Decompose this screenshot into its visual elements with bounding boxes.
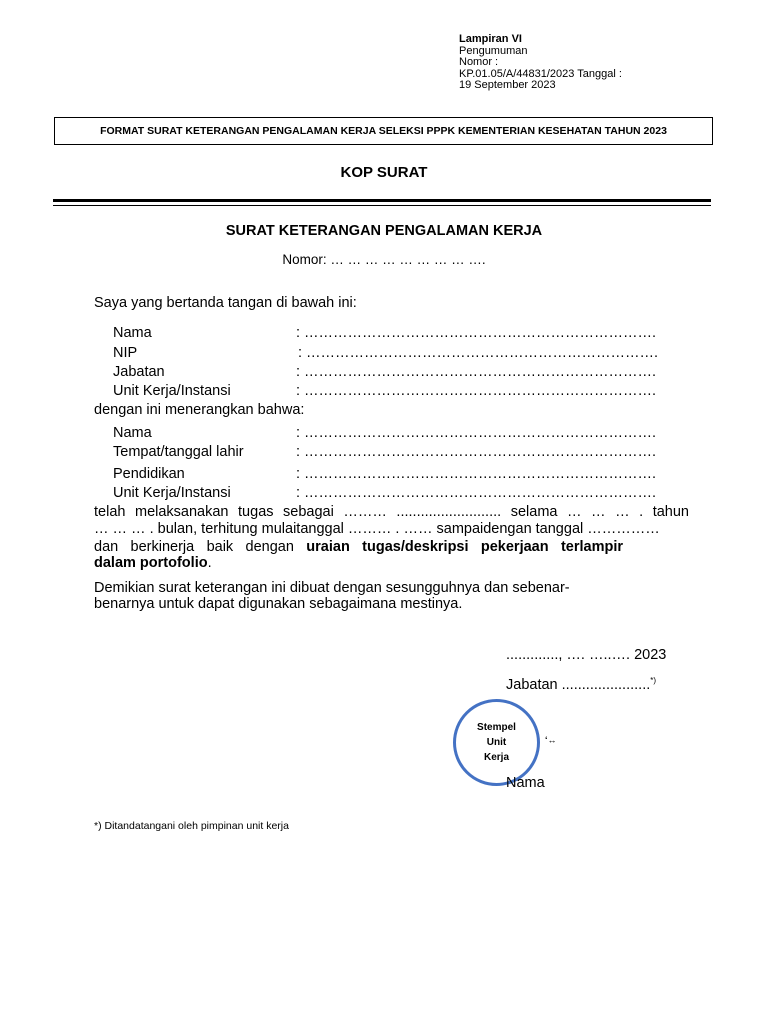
subject-name-field: : ………………………………………………………………. <box>296 425 657 441</box>
closing-line2: benarnya untuk dapat digunakan sebagaimana mestinya. <box>94 596 463 612</box>
signer-name-field: : ………………………………………………………………. <box>296 325 657 341</box>
number-label: Nomor : <box>459 56 499 68</box>
signer-nip-field: : ………………………………………………………………. <box>298 345 659 361</box>
letter-number: Nomor: … … … … … … … … …. <box>282 252 486 267</box>
portfolio-text: dalam portofolio <box>94 555 208 571</box>
letterhead-placeholder: KOP SURAT <box>340 164 428 181</box>
reference-number: KP.01.05/A/44831/2023 Tanggal : <box>459 67 622 80</box>
signer-unit-field: : ………………………………………………………………. <box>296 383 657 399</box>
reference-date: 19 September 2023 <box>459 79 556 91</box>
footnote-marker: *) <box>650 676 657 685</box>
letterhead-divider-thin <box>53 205 711 206</box>
signer-name-line: Nama <box>506 775 545 791</box>
signer-position-field: : ………………………………………………………………. <box>296 364 657 380</box>
footnote-text: *) Ditandatangani oleh pimpinan unit kerja <box>94 820 289 832</box>
subject-unit-label: Unit Kerja/Instansi <box>113 485 231 501</box>
performance-text: dan berkinerja baik dengan <box>94 539 307 555</box>
signer-unit-label: Unit Kerja/Instansi <box>113 383 231 399</box>
letter-title: SURAT KETERANGAN PENGALAMAN KERJA <box>225 223 543 239</box>
signature-mark: ʻ↔ <box>545 735 557 745</box>
format-header-text: FORMAT SURAT KETERANGAN PENGALAMAN KERJA SELEKSI PPPK KEMENTERIAN KESEHATAN TAHUN 2023 <box>100 125 667 137</box>
signer-position-line <box>506 676 656 693</box>
signer-name-label: Nama <box>113 325 152 341</box>
signer-nip-label: NIP <box>113 345 138 361</box>
performance-paragraph-line1 <box>94 539 623 555</box>
service-paragraph-line2: … … … . bulan, terhitung mulaitanggal ……… . …… sampaidengan tanggal …………… <box>94 521 660 537</box>
letterhead-divider-thick <box>53 199 711 202</box>
place-date-field: ............., …. …..…. 2023 <box>506 647 667 663</box>
intro-text: Saya yang bertanda tangan di bawah ini: <box>94 295 357 311</box>
subject-birth-field: : ………………………………………………………………. <box>296 444 657 460</box>
attachment-title: Lampiran VI <box>459 33 522 45</box>
stamp-circle <box>453 699 540 786</box>
stamp-line-3: Kerja <box>483 752 509 763</box>
performance-period: . <box>207 555 212 571</box>
subject-education-field: : ………………………………………………………………. <box>296 466 657 482</box>
stamp-line-2: Unit <box>486 737 507 748</box>
subject-unit-field: : ………………………………………………………………. <box>296 485 657 501</box>
signer-position-label: Jabatan <box>113 364 165 380</box>
stamp-line-1: Stempel <box>477 722 516 733</box>
middle-text: dengan ini menerangkan bahwa: <box>94 402 305 418</box>
subject-education-label: Pendidikan <box>113 466 185 482</box>
performance-paragraph-line2 <box>94 555 212 571</box>
closing-line1: Demikian surat keterangan ini dibuat dengan sesungguhnya dan sebenar- <box>94 580 570 596</box>
performance-bold-text: uraian tugas/deskripsi pekerjaan terlampir <box>306 539 623 555</box>
signer-position-text: Jabatan ...................... <box>506 676 651 693</box>
subject-name-label: Nama <box>113 425 152 441</box>
stamp-text <box>477 720 516 765</box>
attachment-reference <box>459 34 622 92</box>
announcement-label: Pengumuman <box>459 44 528 57</box>
service-paragraph-line1: telah melaksanakan tugas sebagai ……… .......................... selama … … … . tahun <box>94 504 689 520</box>
subject-birth-label: Tempat/tanggal lahir <box>113 444 244 460</box>
